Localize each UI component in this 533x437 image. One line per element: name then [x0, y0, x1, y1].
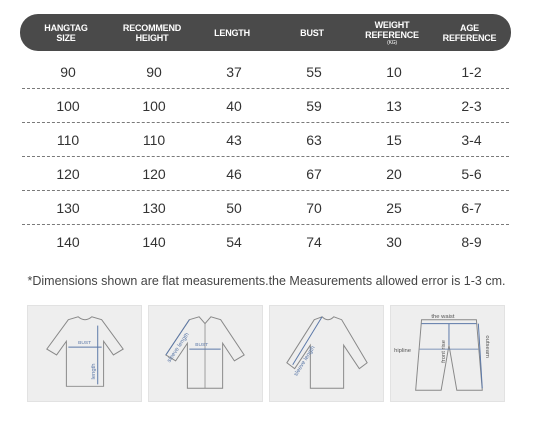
length-label: length	[90, 363, 97, 380]
table-row	[22, 89, 509, 123]
hipline-label: hipline	[394, 348, 412, 355]
cell-size: 110	[56, 131, 80, 148]
cell-bust: 70	[306, 199, 322, 216]
cell-length: 50	[226, 199, 242, 216]
header-hangtag-size: HANGTAG SIZE	[44, 22, 88, 43]
cell-weight: 20	[386, 165, 402, 182]
measurement-note: *Dimensions shown are flat measurements.the Measurements allowed error is 1-3 cm.	[27, 274, 506, 288]
cell-weight: 25	[386, 199, 402, 216]
measurement-diagrams	[27, 305, 505, 402]
table-row	[22, 157, 509, 191]
cell-bust: 67	[306, 165, 322, 182]
bust-label: BUST	[78, 341, 92, 347]
cell-bust: 63	[306, 131, 322, 148]
header-recommend-height: RECOMMEND HEIGHT	[122, 22, 182, 43]
diagram-raglan-sleeve	[269, 305, 384, 402]
cell-height: 90	[146, 63, 162, 80]
cell-length: 46	[226, 165, 242, 182]
cell-height: 100	[142, 97, 166, 114]
size-table	[22, 55, 509, 258]
cell-height: 120	[142, 165, 166, 182]
front-rise-label: front rise	[441, 340, 448, 363]
sleeve-length-label: sleeve length	[166, 331, 191, 364]
cell-size: 140	[56, 233, 80, 250]
sleeve-length-label: sleeve length	[293, 345, 317, 378]
cell-age: 3-4	[461, 131, 482, 148]
cell-size: 90	[60, 63, 76, 80]
cell-age: 6-7	[461, 199, 482, 216]
cell-age: 1-2	[461, 63, 482, 80]
cell-length: 54	[226, 233, 242, 250]
cell-length: 37	[226, 63, 242, 80]
pants-icon	[391, 306, 504, 401]
header-weight-reference: WEIGHT REFERENCE (KG)	[365, 19, 419, 46]
cell-size: 100	[56, 97, 80, 114]
cell-size: 130	[56, 199, 80, 216]
table-header	[20, 14, 511, 51]
header-age-reference: AGE REFERENCE	[442, 22, 497, 43]
table-row	[22, 225, 509, 258]
table-row	[22, 55, 509, 89]
cell-bust: 74	[306, 233, 322, 250]
table-row	[22, 123, 509, 157]
cell-age: 5-6	[461, 165, 482, 182]
shirt-outline-icon	[28, 306, 141, 401]
cell-age: 2-3	[461, 97, 482, 114]
bust-label: BUST	[195, 343, 209, 349]
diagram-shirt-sleeve-bust	[148, 305, 263, 402]
cell-size: 120	[56, 165, 80, 182]
cell-weight: 15	[386, 131, 402, 148]
cell-age: 8-9	[461, 233, 482, 250]
cell-height: 130	[142, 199, 166, 216]
cell-bust: 55	[306, 63, 322, 80]
button-shirt-icon	[149, 306, 262, 401]
cell-weight: 10	[386, 63, 402, 80]
cell-height: 140	[142, 233, 166, 250]
header-bust: BUST	[300, 27, 324, 38]
cell-bust: 59	[306, 97, 322, 114]
diagram-pants	[390, 305, 505, 402]
header-length: LENGTH	[214, 27, 250, 38]
cell-length: 40	[226, 97, 242, 114]
outseam-label: outseam	[484, 335, 491, 358]
cell-height: 110	[142, 131, 166, 148]
cell-weight: 30	[386, 233, 402, 250]
diagram-top-bust-length	[27, 305, 142, 402]
waist-label: the waist	[431, 313, 455, 320]
cell-length: 43	[226, 131, 242, 148]
table-row	[22, 191, 509, 225]
cell-weight: 13	[386, 97, 402, 114]
raglan-top-icon	[270, 306, 383, 401]
